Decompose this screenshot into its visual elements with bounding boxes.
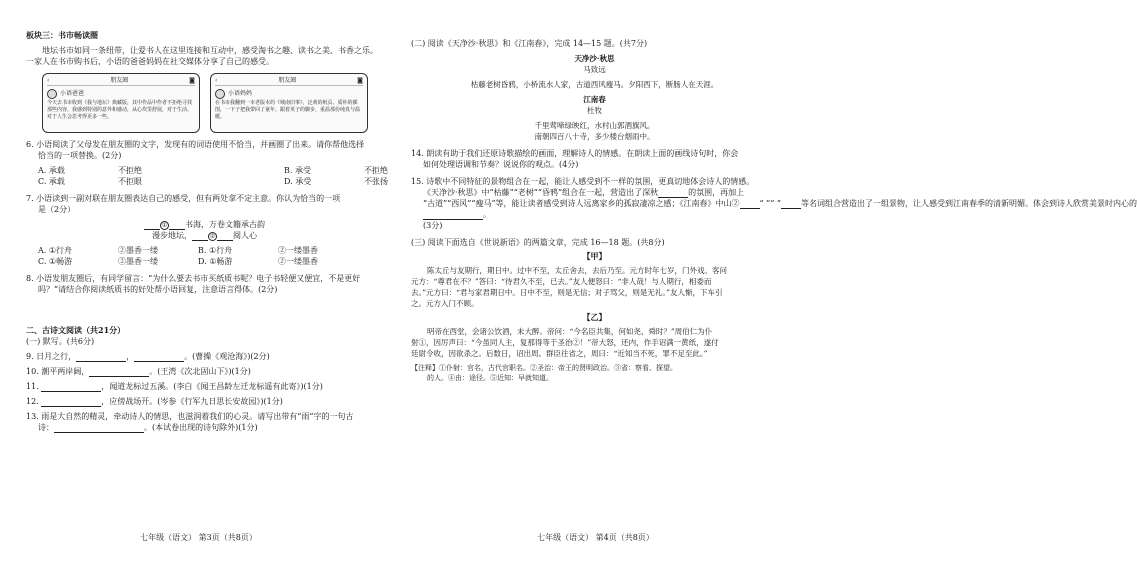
phone-header: 朋友圈 xyxy=(278,77,297,84)
option-c: C. 承载 xyxy=(38,177,65,186)
option-d-word: ②一缕墨香 xyxy=(278,257,318,266)
footer-page-4: 七年级（语文） 第4页（共8页） xyxy=(537,533,654,542)
q15-text-a: 《天净沙·秋思》中“枯藤”“老树”“昏鸦”组合在一起，营造出了深秋 xyxy=(423,188,659,197)
q15-quotes: “ ”“ ” xyxy=(759,199,781,208)
q7-options-2 xyxy=(26,256,383,267)
q6-line-2: 恰当的一项替换。(2分) xyxy=(38,151,122,160)
post-text: 今天去书市收到《我与地坛》典藏版，其中作品中作者不拒绝寻找那些内容，我感到特别的意外和感动，从心坎里舒展，对于生活、对于人生会思考得更多一些。 xyxy=(47,100,193,120)
q10 xyxy=(26,366,383,377)
q10-end: 。(王湾《次北固山下》)(1分) xyxy=(149,367,251,376)
camera-icon: ◙ xyxy=(189,77,195,84)
q7-line-2: 是（2分） xyxy=(38,205,76,214)
q9 xyxy=(26,351,383,362)
option-a: A. ①行舟 xyxy=(38,246,73,255)
q9-mid: ， xyxy=(126,352,135,361)
q8-line-2: 吗？”请结合你阅读纸质书的好处帮小语回复，注意语言得体。(2分) xyxy=(38,285,278,294)
couplet-lower-end: 阅人心 xyxy=(233,231,257,240)
option-b: B. ①行舟 xyxy=(198,246,233,255)
poem2-author: 杜牧 xyxy=(587,106,602,115)
avatar xyxy=(215,89,225,99)
q15-text-c: “古道”“西风”“瘦马”等，能让读者感受到诗人远离家乡的孤寂凄凉之感；《江南春》中山② xyxy=(423,199,740,208)
yi-line-1: 明帝在西堂，会诸公饮酒，未大醉。帝问：“今名臣共集，何如尧、舜时？”周伯仁为仆 xyxy=(427,327,713,336)
poem1-author: 马致远 xyxy=(583,65,606,74)
q15-line-3 xyxy=(411,198,1137,209)
option-d-word: 不张扬 xyxy=(364,177,388,186)
phone-header: 朋友圈 xyxy=(110,77,129,84)
poem2-line-1: 千里莺啼绿映红，水村山郭酒旗风。 xyxy=(534,121,655,130)
q13-suffix: 。(本试卷出现的诗句除外)(1分) xyxy=(144,423,258,432)
q6-options-row-2 xyxy=(26,176,388,187)
q12-end: ，应傍战场开。(岑参《行军九日思长安故园》)(1分) xyxy=(101,397,283,406)
part-title: (二) 阅读《天净沙·秋思》和《江南春》，完成 14—15 题。(共7分) xyxy=(411,39,648,48)
option-c: C. ①畅游 xyxy=(38,257,73,266)
part2-sub: (一) 默写。(共6分) xyxy=(26,337,95,346)
jia-line-4: 之。元方入门不顾。 xyxy=(411,299,479,308)
q15-line-1: 15. 诗歌中不同特征的景物组合在一起，能让人感受到不一样的氛围，更真切地体会诗人的情感。 xyxy=(411,177,755,186)
footer-page-3: 七年级（语文） 第3页（共8页） xyxy=(140,533,257,542)
option-b-word: ②一缕墨香 xyxy=(278,246,318,255)
page-3 xyxy=(0,0,397,561)
q15-line-4 xyxy=(411,209,778,220)
page-4 xyxy=(397,0,1137,561)
option-b: B. 承受 xyxy=(284,166,311,175)
q13-prefix: 诗： xyxy=(38,423,54,432)
q12-number: 12. xyxy=(26,397,42,406)
q9-text: 9. 日月之行， xyxy=(26,352,77,361)
option-a-word: ②墨香一缕 xyxy=(118,246,158,255)
option-b-word: 不拒绝 xyxy=(364,166,388,175)
section-title: 板块三：书市畅读圈 xyxy=(26,30,98,40)
q15-line-5: (3分) xyxy=(423,221,443,230)
option-d: D. 承受 xyxy=(284,177,312,186)
part2-title: 二、古诗文阅读（共21分） xyxy=(26,325,126,335)
couplet-line-1: ① 书海，万卷文籍承古韵 xyxy=(26,219,383,230)
q15-text-d: 等名词组合营造出了一组景物，让人感受到江南春季的清新明媚。体会到诗人欣赏美景时内心的 xyxy=(801,199,1137,208)
section-yi: 【乙】 xyxy=(582,312,607,322)
yi-line-3: 廷尉令收，因欲杀之。后数日，诏出周。群臣往省之，周曰：“近知当不死，罪不足至此。” xyxy=(411,349,708,358)
notes-line-2: 的人。④由：途径。⑤近知：早就知道。 xyxy=(427,374,553,382)
q14-line-2: 如何处理语调和节奏？说说你的观点。(4分) xyxy=(423,160,579,169)
phone-post-mom xyxy=(210,73,368,133)
q6-options-row-1 xyxy=(26,165,388,176)
poem1-title: 天净沙·秋思 xyxy=(574,54,615,63)
option-c-word: 不拒眼 xyxy=(118,177,142,186)
option-a-word: 不拒绝 xyxy=(118,166,142,175)
q9-end: 。(曹操《观沧海》)(2分) xyxy=(184,352,270,361)
q10-text: 10. 潮平两岸阔， xyxy=(26,367,90,376)
camera-icon: ◙ xyxy=(357,77,363,84)
q13-line-1: 13. 雨是大自然的精灵，牵动诗人的情思，也滋润着我们的心灵。请写出带有“雨”字的一句古 xyxy=(26,412,354,421)
back-icon: ‹ xyxy=(215,77,218,84)
q11-number: 11. xyxy=(26,382,42,391)
couplet-lower: 漫步地坛， xyxy=(152,231,192,240)
jia-line-1: 陈太丘与友期行，期日中。过中不至，太丘舍去，去后乃至。元方时年七岁，门外戏。客问 xyxy=(427,266,727,275)
q11 xyxy=(26,381,383,392)
phone-screenshots xyxy=(42,73,383,133)
intro-line-1: 地坛书市如同一条纽带，让爱书人在这里连接和互动中，感受淘书之趣、读书之美、书香之乐。 xyxy=(42,46,378,55)
q12 xyxy=(26,396,383,407)
part3-title: (三) 阅读下面选自《世说新语》的两篇文章，完成 16—18 题。(共8分) xyxy=(411,238,665,247)
q13-line-2 xyxy=(26,422,383,433)
couplet-line-2: 漫步地坛， ② 阅人心 xyxy=(152,231,257,240)
option-c-word: ②墨香一缕 xyxy=(118,257,158,266)
intro-line-2: 一家人在书市购书后，小语的爸爸妈妈在社交媒体分享了自己的感受。 xyxy=(26,57,274,66)
avatar xyxy=(47,89,57,99)
q14-line-1: 14. 朗读有助于我们还原诗歌描绘的画面，理解诗人的情感。在朗读上面的画线诗句时，你会 xyxy=(411,149,739,158)
poem2-title: 江南春 xyxy=(583,95,606,104)
post-user: 小语爸爸 xyxy=(60,90,85,97)
post-text: 在书市我翻到一本老版本的《城南旧事》，泛黄的纸页、质朴的插图，一下子把我带回了童年。跟着英子的脚步，重温那份纯真与温暖。 xyxy=(215,100,361,120)
section-jia: 【甲】 xyxy=(582,251,607,261)
jia-line-3: 去。”元方曰：“君与家君期日中。日中不至，则是无信；对子骂父，则是无礼。”友人惭，下车引 xyxy=(411,288,723,297)
q15-text-b: 的氛围，再加上 xyxy=(688,188,745,197)
poem2-line-2: 南朝四百八十寺，多少楼台烟雨中。 xyxy=(534,132,655,141)
q15-line-2 xyxy=(411,187,778,198)
jia-line-2: 元方：“尊君在不？”答曰：“待君久不至，已去。”友人便怒曰：“非人哉！与人期行，相委而 xyxy=(411,277,712,286)
notes-line-1: 【注释】①仆射：官名，古代官职名。②圣治：帝王的贤明政治。③省：察看、探望。 xyxy=(411,364,677,372)
couplet-upper: 书海，万卷文籍承古韵 xyxy=(185,220,265,229)
back-icon: ‹ xyxy=(47,77,50,84)
q7-line-1: 7. 小语读到一副对联在朋友圈表达自己的感受，但有两处拿不定主意。你认为恰当的一项 xyxy=(26,194,341,203)
option-d: D. ①畅游 xyxy=(198,257,233,266)
post-user: 小语妈妈 xyxy=(228,90,253,97)
option-a: A. 承载 xyxy=(38,166,65,175)
yi-line-2: 射①，因厉声曰：“今虽同人主，复那得等于圣治②！”帝大怒，还内，作手诏满一黄纸，遂付 xyxy=(411,338,719,347)
q8-line-1: 8. 小语发朋友圈后，有同学留言：“为什么要去书市买纸质书呢？电子书轻便又便宜，不是更好 xyxy=(26,274,361,283)
q6-line-1: 6. 小语阅读了父母发在朋友圈的文字，发现有的词语使用不恰当，并画圈了出来。请你帮他选择 xyxy=(26,140,365,149)
q11-end: ，闻道龙标过五溪。(李白《闻王昌龄左迁龙标遥有此寄》)(1分) xyxy=(101,382,323,391)
poem1-text: 枯藤老树昏鸦，小桥流水人家，古道西风瘦马。夕阳西下，断肠人在天涯。 xyxy=(470,80,719,89)
phone-post-dad xyxy=(42,73,200,133)
q7-options xyxy=(26,245,383,256)
q15-text-e: 。 xyxy=(483,210,491,219)
